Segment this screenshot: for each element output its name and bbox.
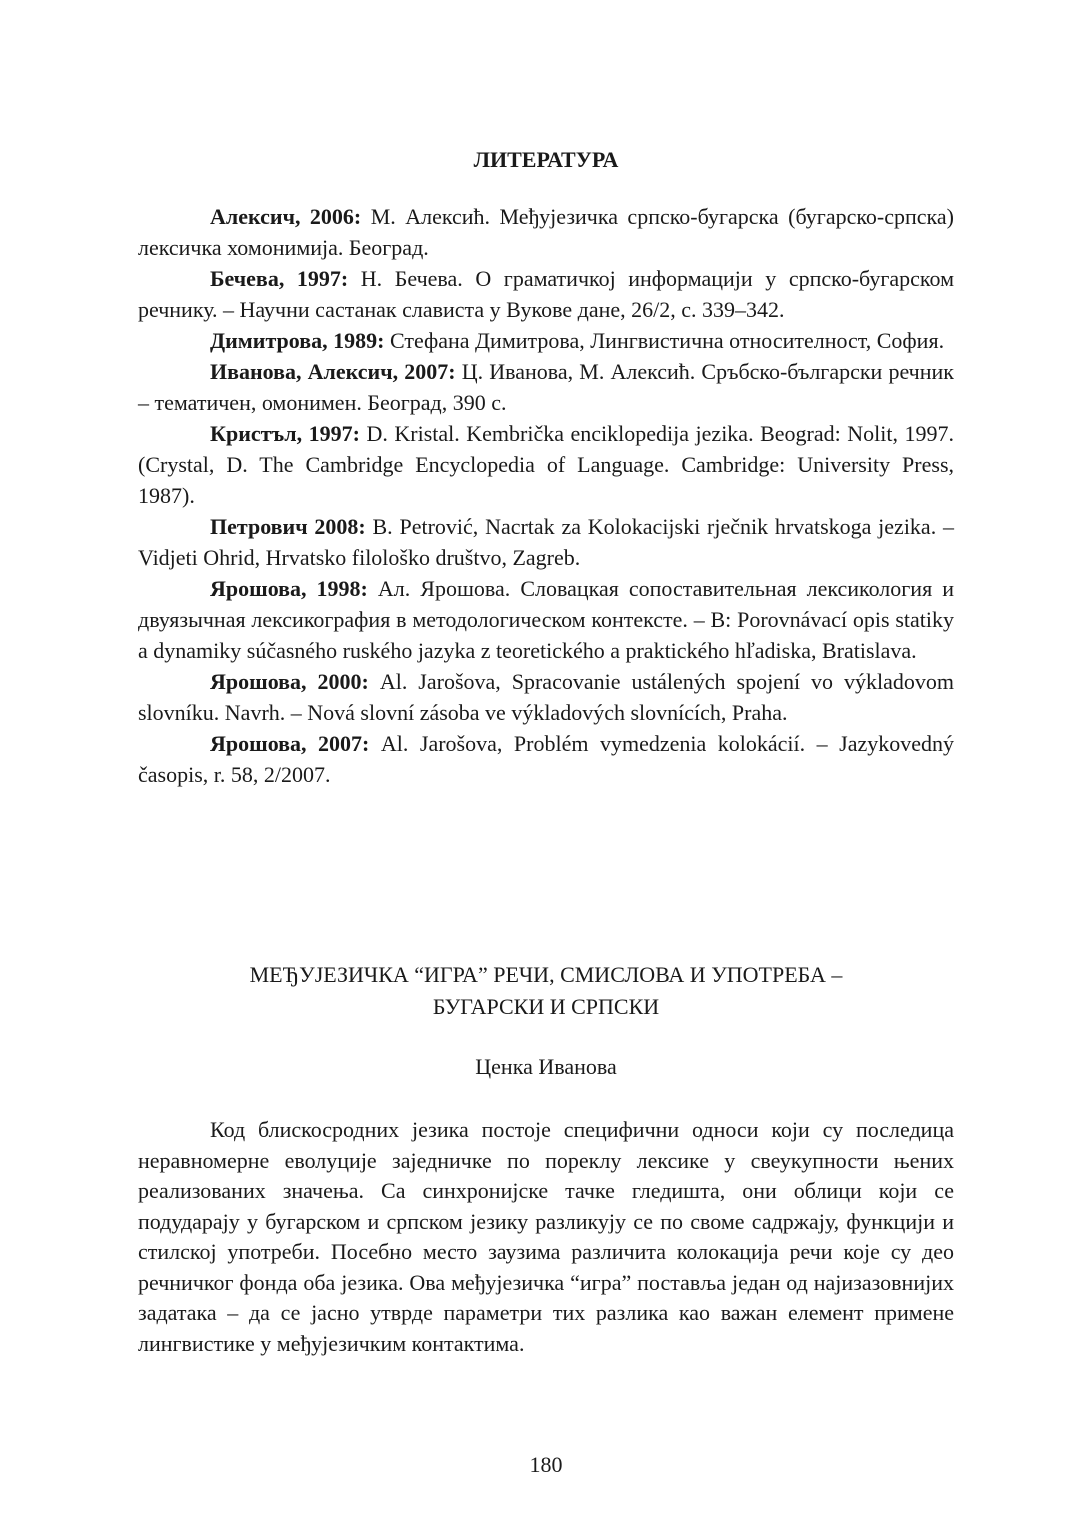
article-title-line: МЕЂУЈЕЗИЧКА “ИГРА” РЕЧИ, СМИСЛОВА И УПОТРЕБА – bbox=[249, 962, 843, 987]
article-title bbox=[138, 959, 954, 1023]
entry-author: Иванова, Алексич, 2007: bbox=[210, 359, 456, 384]
entry-author: Димитрова, 1989: bbox=[210, 328, 385, 353]
entry-text: Н. Бечева. О граматичкој информацији у српско-бугарском речнику. – Научни састанак слависта у Вукове дане, 26/2, с. 339–342. bbox=[138, 266, 955, 322]
entry-text: D. Kristal. Kembrička enciklopedija jezika. Beograd: Nolit, 1997. (Crystal, D. The Cambridge Encyclopedia of Language. Cambridge: University Press, 1987). bbox=[138, 421, 954, 508]
entry-author: Кристъл, 1997: bbox=[210, 421, 360, 446]
entry-author: Ярошова, 2000: bbox=[210, 669, 369, 694]
bibliography-entry bbox=[138, 511, 954, 573]
bibliography-entry bbox=[138, 418, 954, 511]
bibliography-entry bbox=[138, 325, 954, 356]
entry-text: Al. Jarošova, Problém vymedzenia kolokácií. – Jazykovedný časopis, r. 58, 2/2007. bbox=[138, 731, 954, 787]
bibliography-entry bbox=[138, 666, 954, 728]
bibliography-entry bbox=[138, 573, 954, 666]
entry-text: М. Алексић. Међујезичка српско-бугарска (бугарско-српска) лексичка хомонимија. Београд. bbox=[138, 204, 955, 260]
page-number: 180 bbox=[529, 1452, 563, 1477]
entry-author: Петрович 2008: bbox=[210, 514, 366, 539]
document-page bbox=[138, 0, 954, 1530]
bibliography-entry bbox=[138, 263, 954, 325]
article-abstract: Код блискосродних језика постоје специфични односи који су последица неравномерне еволуције заједничке по пореклу лексике у свеукупности њених реализованих значења. Са синхронијске тачке гледишта, они облици који се подударају у бугарском и српском језику разликују се по своме садржају, функцији и стилској употреби. Посебно место заузима различита колокација речи које су део речничког фонда оба језика. Ова међујезичка “игра” поставља један од најизазовнијих задатака – да се јасно утврде параметри тих разлика као важан елемент примене лингвистике у међујезичким контактима. bbox=[138, 1117, 954, 1356]
bibliography-title: ЛИТЕРАТУРА bbox=[473, 147, 619, 172]
entry-author: Бечева, 1997: bbox=[210, 266, 349, 291]
bibliography-list bbox=[138, 201, 954, 790]
entry-text: Стефана Димитрова, Лингвистична относителност, София. bbox=[384, 328, 945, 353]
entry-text: Ал. Ярошова. Словацкая сопоставительная лексикология и двуязычная лексикография в методологическом контексте. – В: Porovnávací opis statiky a dynamiky súčasného ruského jazyka z teoretického a praktického hľadiska, Bratislava. bbox=[138, 576, 954, 663]
entry-text: B. Petrović, Nacrtak za Kolokacijski rječnik hrvatskoga jezika. – Vidjeti Ohrid, Hrvatsko filološko društvo, Zagreb. bbox=[138, 514, 954, 570]
bibliography-entry bbox=[138, 728, 954, 790]
entry-text: Al. Jarošova, Spracovanie ustálených spojení vo výkladovom slovníku. Navrh. – Nová slovní zásoba ve výkladových slovnících, Praha. bbox=[138, 669, 954, 725]
entry-author: Алексич, 2006: bbox=[210, 204, 362, 229]
article-author: Ценка Иванова bbox=[475, 1054, 617, 1079]
entry-author: Ярошова, 1998: bbox=[210, 576, 368, 601]
article-title-line: БУГАРСКИ И СРПСКИ bbox=[432, 994, 660, 1019]
bibliography-entry bbox=[138, 356, 954, 418]
bibliography-entry bbox=[138, 201, 954, 263]
entry-text: Ц. Иванова, М. Алексић. Сръбско-български речник – тематичен, омонимен. Београд, 390 с. bbox=[138, 359, 954, 415]
entry-author: Ярошова, 2007: bbox=[210, 731, 370, 756]
